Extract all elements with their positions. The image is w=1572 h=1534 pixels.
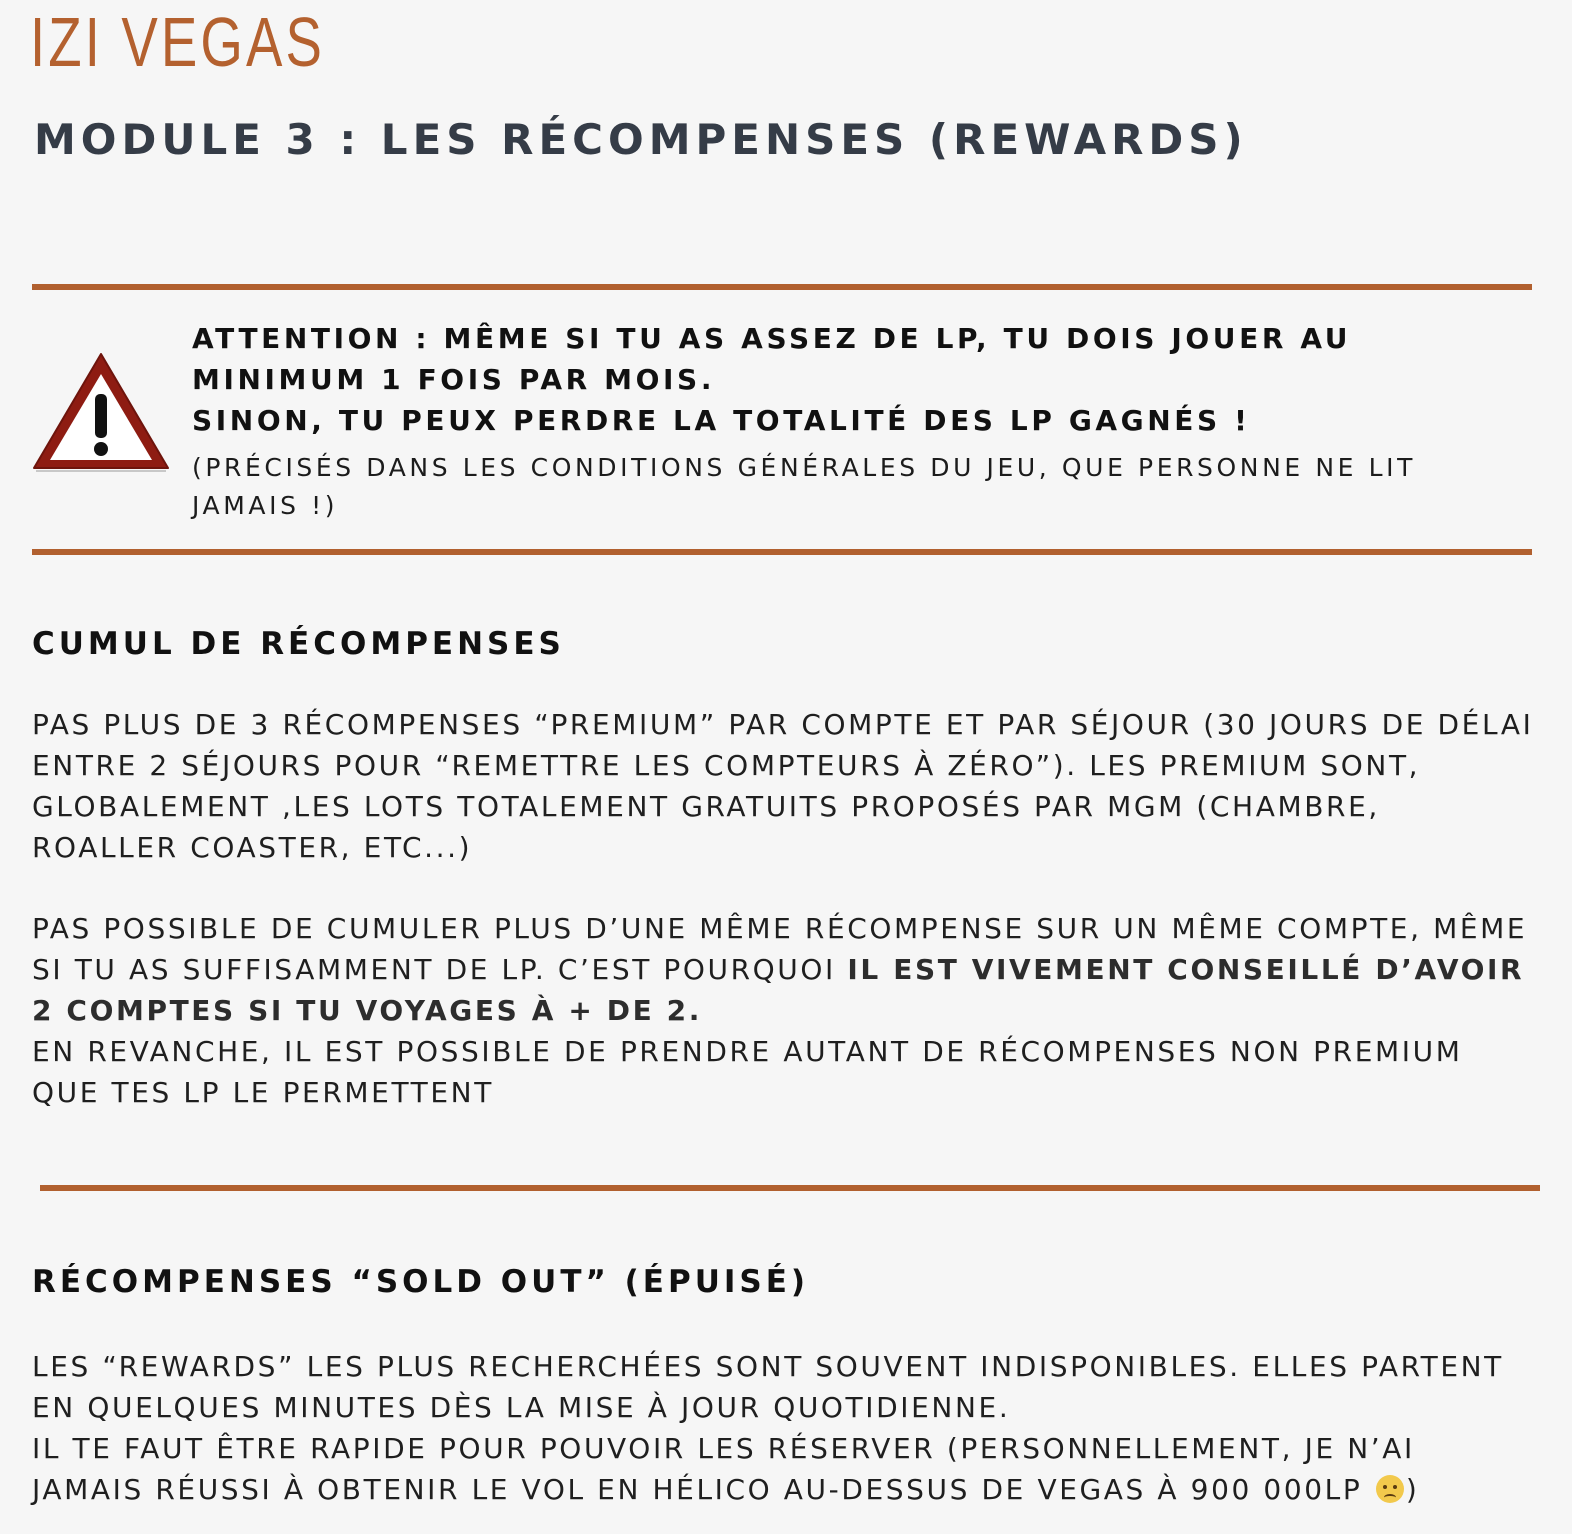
- cumul-paragraph-2-text: PAS POSSIBLE DE CUMULER PLUS D’UNE MÊME RÉCOMPENSE SUR UN MÊME COMPTE, MÊME SI TU AS SUFFISAMMENT DE LP. C’EST POURQUOI: [32, 912, 1528, 986]
- divider: [32, 284, 1532, 290]
- cumul-paragraph-2: [32, 908, 1537, 1113]
- warning-note: (PRÉCISÉS DANS LES CONDITIONS GÉNÉRALES DU JEU, QUE PERSONNE NE LIT JAMAIS !): [192, 453, 1416, 520]
- divider: [32, 549, 1532, 555]
- page-title: MODULE 3 : LES RÉCOMPENSES (REWARDS): [34, 115, 1248, 164]
- section-heading-cumul: CUMUL DE RÉCOMPENSES: [32, 626, 565, 662]
- cumul-paragraph-1: PAS PLUS DE 3 RÉCOMPENSES “PREMIUM” PAR COMPTE ET PAR SÉJOUR (30 JOURS DE DÉLAI ENTRE 2 SÉJOURS POUR “REMETTRE LES COMPTEURS À ZÉRO”). LES PREMIUM SONT, GLOBALEMENT ,LES LOTS TOTALEMENT GRATUITS PROPOSÉS PAR MGM (CHAMBRE, ROALLER COASTER, ETC...): [32, 708, 1534, 864]
- warning-line-2: SINON, TU PEUX PERDRE LA TOTALITÉ DES LP GAGNÉS !: [192, 404, 1251, 437]
- divider: [40, 1185, 1540, 1191]
- sold-out-paragraph: [32, 1346, 1537, 1510]
- sold-out-line-2: IL TE FAUT ÊTRE RAPIDE POUR POUVOIR LES RÉSERVER (PERSONNELLEMENT, JE N’AI JAMAIS RÉUSSI À OBTENIR LE VOL EN HÉLICO AU-DESSUS DE VEGAS À 900 000LP: [32, 1432, 1415, 1506]
- warning-triangle-icon: [30, 350, 172, 474]
- section-heading-sold-out: RÉCOMPENSES “SOLD OUT” (ÉPUISÉ): [32, 1264, 810, 1300]
- sold-out-line-1: LES “REWARDS” LES PLUS RECHERCHÉES SONT SOUVENT INDISPONIBLES. ELLES PARTENT EN QUELQUES MINUTES DÈS LA MISE À JOUR QUOTIDIENNE.: [32, 1350, 1504, 1424]
- sad-face-emoji-icon: [1376, 1475, 1404, 1503]
- warning-line-1: ATTENTION : MÊME SI TU AS ASSEZ DE LP, TU DOIS JOUER AU MINIMUM 1 FOIS PAR MOIS.: [192, 322, 1352, 396]
- brand-logo-text: IZI VEGAS: [30, 3, 326, 81]
- warning-callout: [192, 318, 1512, 525]
- cumul-paragraph-2-followup: EN REVANCHE, IL EST POSSIBLE DE PRENDRE AUTANT DE RÉCOMPENSES NON PREMIUM QUE TES LP LE PERMETTENT: [32, 1035, 1463, 1109]
- sold-out-line-2-end: ): [1405, 1473, 1420, 1506]
- cumul-paragraph-2-emphasis: IL EST VIVEMENT CONSEILLÉ D’AVOIR 2 COMPTES SI TU VOYAGES À + DE 2.: [32, 953, 1525, 1027]
